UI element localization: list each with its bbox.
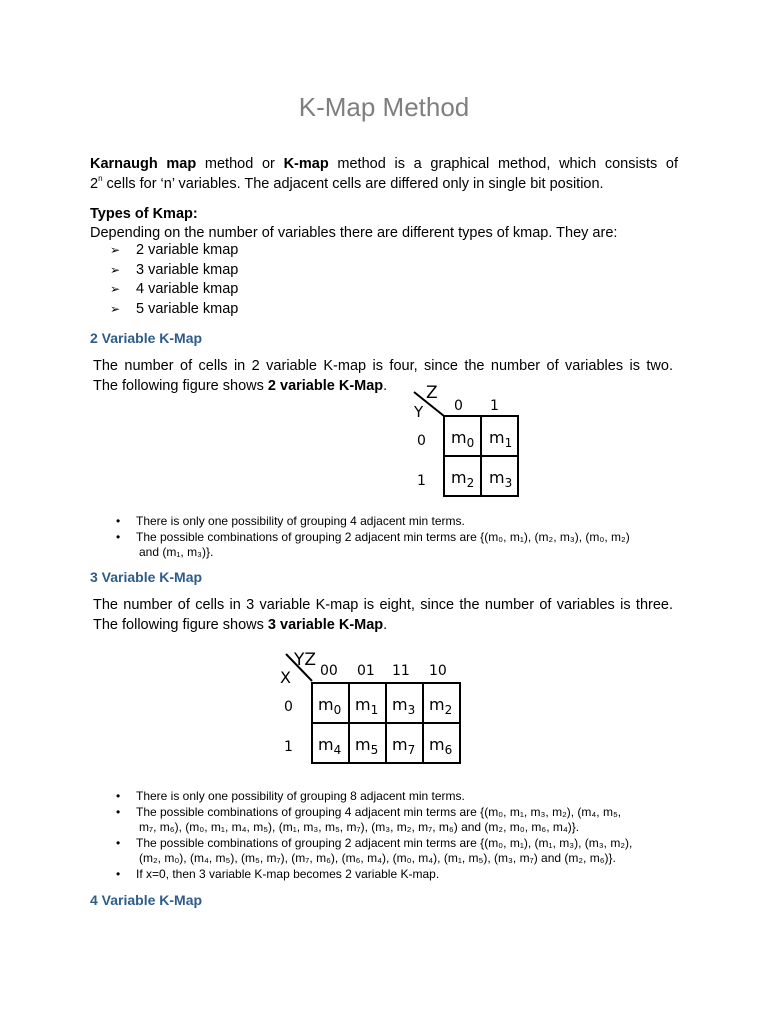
kmap-cell: $m_7$ — [392, 735, 416, 757]
list-item-label: 2 variable kmap — [136, 242, 239, 258]
bullet-text: There is only one possibility of grouping 8 adjacent min terms. — [136, 789, 465, 803]
kmap-cell: $m_2$ — [429, 695, 453, 717]
list-item — [110, 261, 238, 281]
kmap-3-variable-figure — [278, 648, 468, 768]
paragraph-line: The number of cells in 3 variable K-map is eight, since the number of variables is three. — [93, 597, 673, 613]
section2-bullets — [116, 514, 676, 561]
list-item — [110, 241, 238, 261]
page-title: K-Map Method — [298, 92, 470, 122]
types-description: Depending on the number of variables there are different types of kmap. They are: — [90, 225, 618, 241]
kmap-cell: $m_4$ — [318, 735, 342, 757]
term-karnaugh-map: Karnaugh map — [90, 156, 197, 172]
types-list — [110, 241, 238, 319]
kmap-row-var: X — [280, 668, 291, 687]
kmap-col-label: 1 — [490, 398, 499, 414]
kmap-row-var: Y — [414, 403, 424, 421]
kmap-row-label: 1 — [284, 739, 293, 755]
section-heading-3-variable: 3 Variable K-Map — [90, 569, 203, 585]
paragraph-text: . — [383, 617, 388, 633]
bullet-text: The possible combinations of grouping 2 adjacent min terms are {(m₀, m₁), (m₁, m₃), (m₃, m₂), — [136, 835, 633, 850]
list-item — [116, 789, 676, 805]
paragraph-line — [93, 376, 673, 396]
paragraph-text: The following figure shows — [93, 378, 268, 394]
bullet-text: m₇, m₆), (m₀, m₁, m₄, m₅), (m₁, m₃, m₅, m₇), (m₃, m₂, m₇, m₆) and (m₂, m₀, m₆, m₄)}. — [139, 820, 580, 834]
bullet-text: and (m₁, m₃)}. — [139, 545, 214, 559]
kmap-col-var: YZ — [294, 650, 317, 670]
intro-superscript: n — [98, 174, 103, 183]
list-item-label: 4 variable kmap — [136, 281, 239, 298]
bullet-text: The possible combinations of grouping 2 adjacent min terms are {(m₀, m₁), (m₂, m₃), (m₀, m₂) — [136, 529, 630, 544]
types-heading: Types of Kmap: — [90, 206, 198, 222]
paragraph-text: The following figure shows — [93, 617, 268, 633]
kmap-col-label: 00 — [320, 663, 338, 679]
list-item — [116, 530, 676, 561]
bullet-text: There is only one possibility of grouping 4 adjacent min terms. — [136, 514, 465, 528]
paragraph-line: The number of cells in 2 variable K-map is four, since the number of variables is two. — [93, 358, 673, 374]
list-item-label: 3 variable kmap — [136, 261, 239, 278]
kmap-row-label: 0 — [284, 699, 293, 715]
list-item — [110, 300, 238, 320]
kmap-2-variable-figure — [408, 382, 524, 500]
kmap-row-label: 0 — [417, 433, 426, 449]
bullet-text: The possible combinations of grouping 4 adjacent min terms are {(m₀, m₁, m₃, m₂), (m₄, m₅, — [136, 804, 622, 819]
intro-paragraph — [90, 154, 678, 194]
section-heading-4-variable: 4 Variable K-Map — [90, 892, 203, 908]
intro-line-1 — [90, 154, 678, 174]
section-heading-2-variable: 2 Variable K-Map — [90, 330, 203, 346]
kmap-col-label: 10 — [429, 663, 447, 679]
kmap-cell: $m_5$ — [355, 735, 379, 757]
list-item — [116, 836, 676, 867]
kmap-cell: $m_6$ — [429, 735, 453, 757]
list-item-label: 5 variable kmap — [136, 300, 239, 317]
intro-text: 2 — [90, 176, 99, 192]
intro-text: method is a graphical method, which consists of — [328, 156, 679, 172]
bullet-text: If x=0, then 3 variable K-map becomes 2 variable K-map. — [136, 866, 440, 881]
section3-bullets — [116, 789, 676, 882]
paragraph-text: . — [383, 378, 388, 394]
list-item — [116, 867, 676, 883]
kmap-col-label: 0 — [454, 398, 463, 414]
intro-text: cells for ‘n’ variables. The adjacent cells are differed only in single bit position. — [102, 176, 604, 192]
kmap-cell: $m_3$ — [489, 468, 513, 490]
kmap-col-var: Z — [426, 383, 438, 403]
arrow-bullet-icon: ➢ — [110, 282, 121, 297]
section3-paragraph — [93, 595, 673, 635]
list-item — [116, 514, 676, 530]
kmap-cell: $m_0$ — [451, 428, 475, 450]
list-item — [116, 805, 676, 836]
kmap-col-label: 01 — [357, 663, 375, 679]
term-k-map: K-map — [283, 156, 329, 172]
list-item — [110, 280, 238, 300]
kmap-row-label: 1 — [417, 473, 426, 489]
kmap-cell: $m_1$ — [489, 428, 513, 450]
paragraph-bold-text: 3 variable K-Map — [267, 617, 384, 633]
intro-text: method or — [196, 156, 284, 172]
arrow-bullet-icon: ➢ — [110, 301, 121, 316]
kmap-col-label: 11 — [392, 663, 410, 679]
kmap-cell: $m_0$ — [318, 695, 342, 717]
bullet-text: (m₂, m₀), (m₄, m₅), (m₅, m₇), (m₇, m₆), (m₆, m₄), (m₀, m₄), (m₁, m₅), (m₃, m₇) and (m₂, m₆)}. — [139, 851, 616, 865]
intro-line-2 — [90, 174, 678, 194]
paragraph-line — [93, 615, 673, 635]
arrow-bullet-icon: ➢ — [110, 243, 121, 257]
paragraph-bold-text: 2 variable K-Map — [267, 378, 384, 394]
kmap-cell: $m_2$ — [451, 468, 475, 490]
section2-paragraph — [93, 356, 673, 396]
kmap-cell: $m_1$ — [355, 695, 379, 717]
kmap-cell: $m_3$ — [392, 695, 416, 717]
arrow-bullet-icon: ➢ — [110, 262, 121, 277]
